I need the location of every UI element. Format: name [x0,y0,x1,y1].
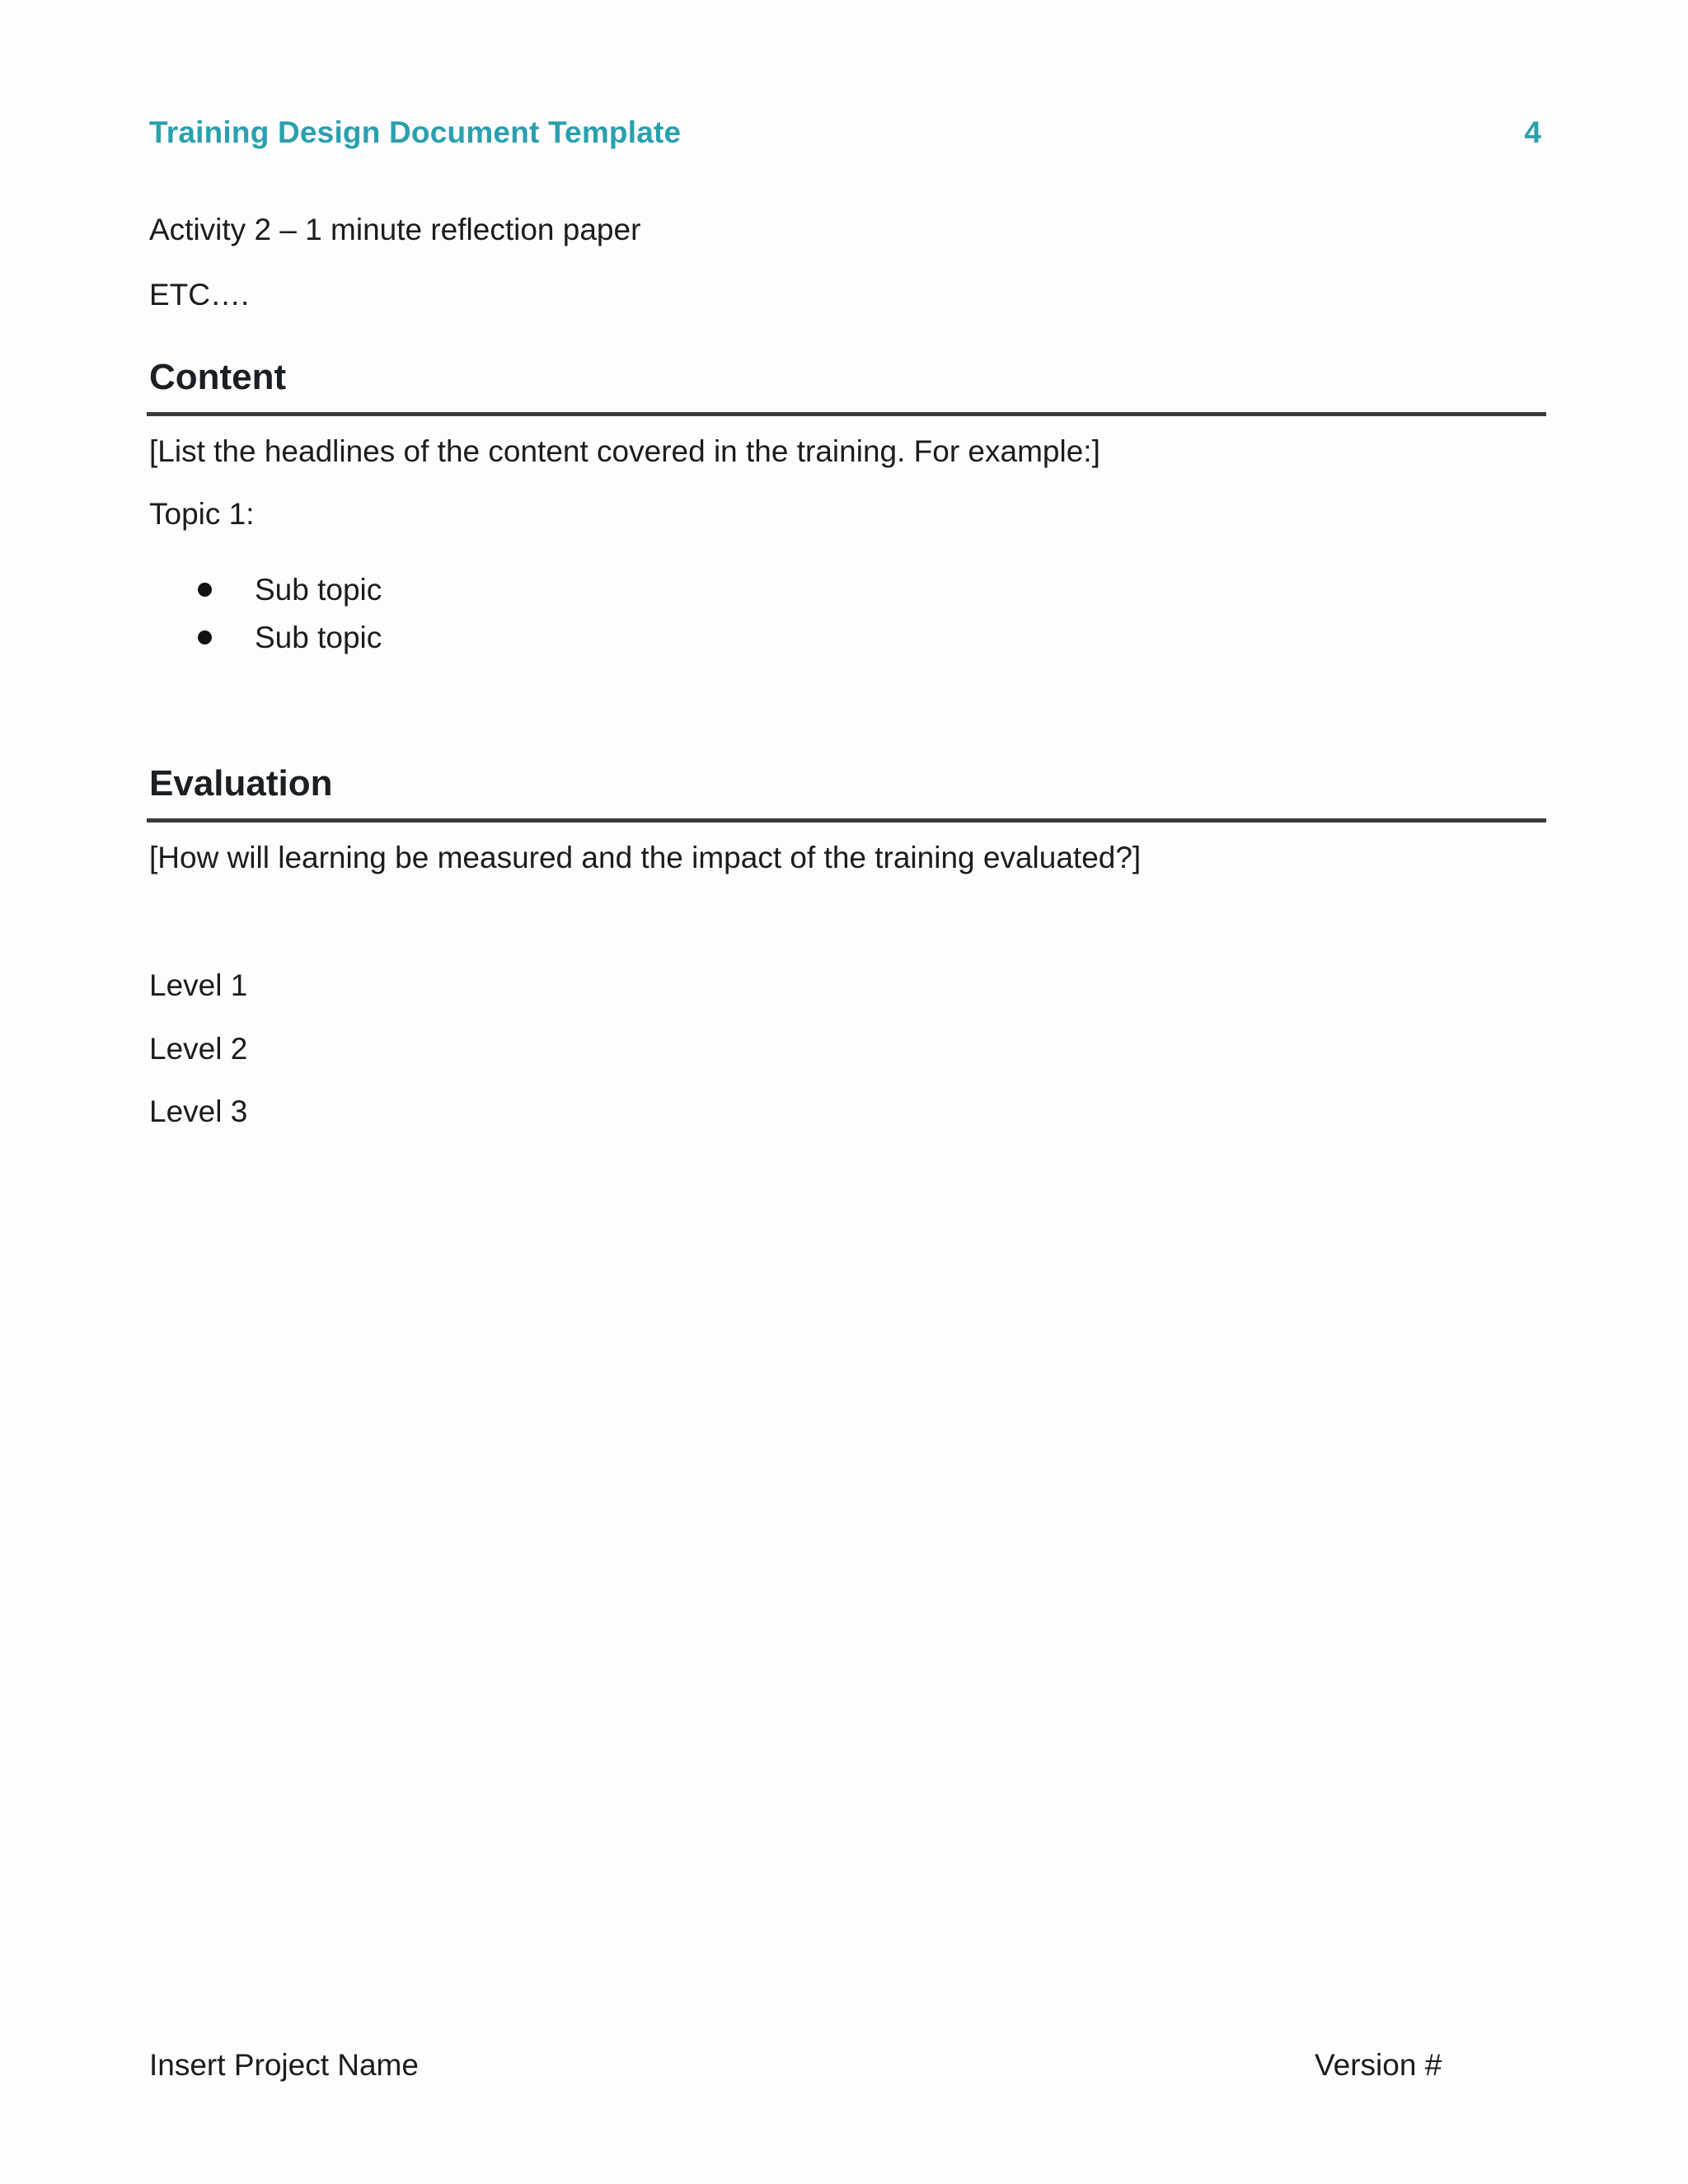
level-item: Level 1 [149,968,248,1002]
activity-line: Activity 2 – 1 minute reflection paper [149,213,641,246]
bullet-icon [198,630,212,644]
evaluation-instruction: [How will learning be measured and the impact of the training evaluated?] [149,841,1142,874]
evaluation-heading-rule [147,818,1546,823]
list-item [198,573,382,607]
content-heading: Content [149,357,287,397]
header-title: Training Design Document Template [149,115,682,149]
evaluation-heading: Evaluation [149,763,333,804]
list-item [198,621,382,655]
subtopic-label: Sub topic [255,573,382,607]
content-instruction: [List the headlines of the content covered in the training. For example:] [149,434,1100,468]
footer-project-name: Insert Project Name [149,2048,419,2082]
level-item: Level 2 [149,1032,248,1066]
etc-line: ETC…. [149,278,250,312]
topic-label: Topic 1: [149,497,255,531]
bullet-icon [198,583,212,597]
subtopic-label: Sub topic [255,621,382,654]
page-number: 4 [1524,115,1541,149]
level-item: Level 3 [149,1094,248,1128]
footer-version: Version # [1315,2048,1442,2082]
content-heading-rule [147,412,1546,416]
